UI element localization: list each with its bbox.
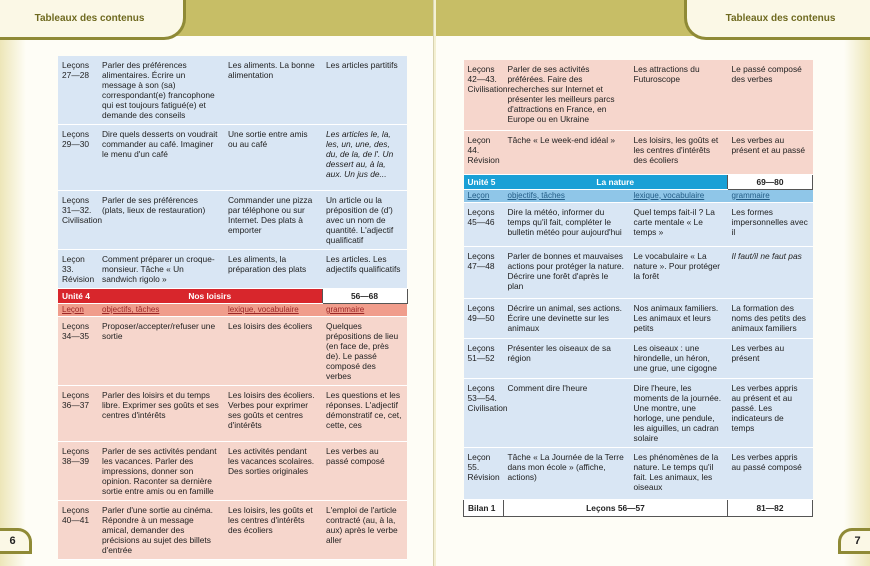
lesson-cell: Leçons 34—35 bbox=[58, 317, 98, 386]
grammar-cell: La formation des noms des petits des animaux familiers bbox=[728, 298, 813, 338]
objectives-cell: Parler des loisirs et du temps libre. Exprimer ses goûts et ses centres d'intérêts bbox=[98, 386, 224, 442]
lexicon-cell: Les phénomènes de la nature. Le temps qu'il fait. Les animaux, les oiseaux bbox=[630, 447, 728, 499]
unit-title: La nature bbox=[504, 174, 728, 189]
grammar-cell: Un article ou la préposition de (d') avec un nom de quantité. L'adjectif qualificatif bbox=[322, 191, 407, 250]
table-row bbox=[58, 250, 407, 289]
table-row bbox=[464, 298, 813, 338]
lesson-cell: Leçons 53—54. Civilisation bbox=[464, 378, 504, 447]
lesson-cell: Leçons 29—30 bbox=[58, 125, 98, 191]
lexicon-cell: Les attractions du Futuroscope bbox=[630, 60, 728, 130]
objectives-cell: Proposer/accepter/refuser une sortie bbox=[98, 317, 224, 386]
column-header-row bbox=[58, 304, 407, 317]
left-page bbox=[0, 0, 434, 566]
unit-label: Unité 5 bbox=[464, 174, 504, 189]
unit-header-row bbox=[58, 289, 407, 304]
grammar-cell: Les articles partitifs bbox=[322, 56, 407, 125]
grammar-cell: Quelques prépositions de lieu (en face de, près de). Le passé composé des verbes bbox=[322, 317, 407, 386]
grammar-text: Les articles le, la, les, un, une, des, du, de la, de l'. Un dessert au, à la, aux. Un jus de... bbox=[326, 129, 394, 179]
objectives-cell: Comment dire l'heure bbox=[504, 378, 630, 447]
lexicon-cell: Les aliments, la préparation des plats bbox=[224, 250, 322, 289]
grammar-text: Il faut/il ne faut pas bbox=[731, 250, 802, 261]
col-header-objectives: objectifs, tâches bbox=[504, 189, 630, 202]
table-row bbox=[464, 60, 813, 130]
lexicon-cell: Le vocabulaire « La nature ». Pour protéger la forêt bbox=[630, 246, 728, 298]
lexicon-cell: Quel temps fait-il ? La carte mentale « Le temps » bbox=[630, 202, 728, 246]
grammar-cell: Les articles. Les adjectifs qualificatifs bbox=[322, 250, 407, 289]
header-tab-left: Tableaux des contenus bbox=[0, 0, 186, 40]
objectives-cell: Parler de ses activités pendant les vacances. Parler des impressions, donner son opinion. Raconter sa dernière sortie entre amis ou en famille bbox=[98, 442, 224, 501]
grammar-cell bbox=[322, 125, 407, 191]
grammar-cell: Les verbes au présent bbox=[728, 338, 813, 378]
lesson-cell: Leçons 49—50 bbox=[464, 298, 504, 338]
table-row bbox=[58, 386, 407, 442]
side-margin bbox=[844, 36, 870, 566]
page-number-right: 7 bbox=[838, 528, 870, 554]
lexicon-cell: Une sortie entre amis ou au café bbox=[224, 125, 322, 191]
col-header-lexicon: lexique, vocabulaire bbox=[224, 304, 322, 317]
lesson-cell: Leçons 40—41 bbox=[58, 501, 98, 560]
lexicon-cell: Commander une pizza par téléphone ou sur Internet. Des plats à emporter bbox=[224, 191, 322, 250]
table-row bbox=[58, 191, 407, 250]
bilan-label: Bilan 1 bbox=[464, 499, 504, 516]
table-row bbox=[464, 447, 813, 499]
unit-title: Nos loisirs bbox=[98, 289, 322, 304]
table-row bbox=[58, 317, 407, 386]
grammar-cell: Les verbes au présent et au passé bbox=[728, 130, 813, 174]
objectives-cell: Décrire un animal, ses actions. Écrire une devinette sur les animaux bbox=[504, 298, 630, 338]
col-header-grammar: grammaire bbox=[728, 189, 813, 202]
lesson-cell: Leçons 38—39 bbox=[58, 442, 98, 501]
lexicon-cell: Les oiseaux : une hirondelle, un héron, une grue, une cigogne bbox=[630, 338, 728, 378]
lesson-cell: Leçons 51—52 bbox=[464, 338, 504, 378]
grammar-cell: Le passé composé des verbes bbox=[728, 60, 813, 130]
lexicon-cell: Nos animaux familiers. Les animaux et leurs petits bbox=[630, 298, 728, 338]
objectives-cell: Dire la météo, informer du temps qu'il fait, compléter le bulletin météo pour aujourd'hui bbox=[504, 202, 630, 246]
column-header-row bbox=[464, 189, 813, 202]
objectives-cell: Tâche « La Journée de la Terre dans mon école » (affiche, actions) bbox=[504, 447, 630, 499]
grammar-cell: Les formes impersonnelles avec il bbox=[728, 202, 813, 246]
lesson-cell: Leçons 27—28 bbox=[58, 56, 98, 125]
table-row bbox=[464, 202, 813, 246]
objectives-cell: Parler des préférences alimentaires. Écrire un message à son (sa) correspondant(e) francophone qui est toujours fatigué(e) et demande des conseils bbox=[98, 56, 224, 125]
table-row bbox=[464, 246, 813, 298]
unit-header-row bbox=[464, 174, 813, 189]
table-row bbox=[464, 338, 813, 378]
lexicon-cell: Les activités pendant les vacances scolaires. Des sorties originales bbox=[224, 442, 322, 501]
table-row bbox=[58, 56, 407, 125]
grammar-cell: Les verbes au passé composé bbox=[322, 442, 407, 501]
col-header-grammar: grammaire bbox=[322, 304, 407, 317]
right-page bbox=[436, 0, 870, 566]
unit-page-range: 69—80 bbox=[728, 174, 813, 189]
table-row bbox=[464, 130, 813, 174]
objectives-cell: Dire quels desserts on voudrait commander au café. Imaginer le menu d'un café bbox=[98, 125, 224, 191]
lesson-cell: Leçon 55. Révision bbox=[464, 447, 504, 499]
unit-page-range: 56—68 bbox=[322, 289, 407, 304]
lesson-cell: Leçons 36—37 bbox=[58, 386, 98, 442]
lesson-cell: Leçon 44. Révision bbox=[464, 130, 504, 174]
objectives-cell: Parler de ses activités préférées. Faire des recherches sur Internet et présenter les meilleurs parcs d'attractions en France, en Europe ou en Ukraine bbox=[504, 60, 630, 130]
objectives-cell: Parler d'une sortie au cinéma. Répondre à un message amical, demander des précisions au sujet des billets d'entrée bbox=[98, 501, 224, 560]
objectives-cell: Tâche « Le week-end idéal » bbox=[504, 130, 630, 174]
objectives-cell: Parler de bonnes et mauvaises actions pour protéger la nature. Décrire une forêt d'après le plan bbox=[504, 246, 630, 298]
lesson-cell: Leçons 45—46 bbox=[464, 202, 504, 246]
contents-table-left bbox=[58, 56, 408, 560]
grammar-cell: Les verbes appris au passé composé bbox=[728, 447, 813, 499]
lesson-cell: Leçons 42—43. Civilisation bbox=[464, 60, 504, 130]
lesson-cell: Leçons 47—48 bbox=[464, 246, 504, 298]
bilan-lessons: Leçons 56—57 bbox=[504, 499, 728, 516]
lexicon-cell: Les aliments. La bonne alimentation bbox=[224, 56, 322, 125]
header-tab-right: Tableaux des contenus bbox=[684, 0, 870, 40]
lexicon-cell: Les loisirs des écoliers. Verbes pour exprimer ses goûts et centres d'intérêts bbox=[224, 386, 322, 442]
table-row bbox=[58, 442, 407, 501]
unit-label: Unité 4 bbox=[58, 289, 98, 304]
lexicon-cell: Dire l'heure, les moments de la journée. Une montre, une horloge, une pendule, les aiguilles, un cadran solaire bbox=[630, 378, 728, 447]
objectives-cell: Présenter les oiseaux de sa région bbox=[504, 338, 630, 378]
grammar-cell bbox=[728, 246, 813, 298]
objectives-cell: Parler de ses préférences (plats, lieux de restauration) bbox=[98, 191, 224, 250]
grammar-cell: Les questions et les réponses. L'adjectif démonstratif ce, cet, cette, ces bbox=[322, 386, 407, 442]
lexicon-cell: Les loisirs, les goûts et les centres d'intérêts des écoliers bbox=[224, 501, 322, 560]
lexicon-cell: Les loisirs des écoliers bbox=[224, 317, 322, 386]
grammar-cell: Les verbes appris au présent et au passé. Les indicateurs de temps bbox=[728, 378, 813, 447]
bilan-row bbox=[464, 499, 813, 516]
lexicon-cell: Les loisirs, les goûts et les centres d'intérêts des écoliers bbox=[630, 130, 728, 174]
objectives-cell: Comment préparer un croque-monsieur. Tâche « Un sandwich rigolo » bbox=[98, 250, 224, 289]
lesson-cell: Leçon 33. Révision bbox=[58, 250, 98, 289]
table-row bbox=[58, 501, 407, 560]
bilan-page-range: 81—82 bbox=[728, 499, 813, 516]
col-header-lesson: Leçon bbox=[464, 189, 504, 202]
lesson-cell: Leçons 31—32. Civilisation bbox=[58, 191, 98, 250]
table-row bbox=[464, 378, 813, 447]
grammar-cell: L'emploi de l'article contracté (au, à la, aux) après le verbe aller bbox=[322, 501, 407, 560]
col-header-lesson: Leçon bbox=[58, 304, 98, 317]
page-number-left: 6 bbox=[0, 528, 32, 554]
col-header-lexicon: lexique, vocabulaire bbox=[630, 189, 728, 202]
col-header-objectives: objectifs, tâches bbox=[98, 304, 224, 317]
table-row bbox=[58, 125, 407, 191]
contents-table-right bbox=[463, 60, 813, 517]
side-margin bbox=[0, 36, 26, 566]
